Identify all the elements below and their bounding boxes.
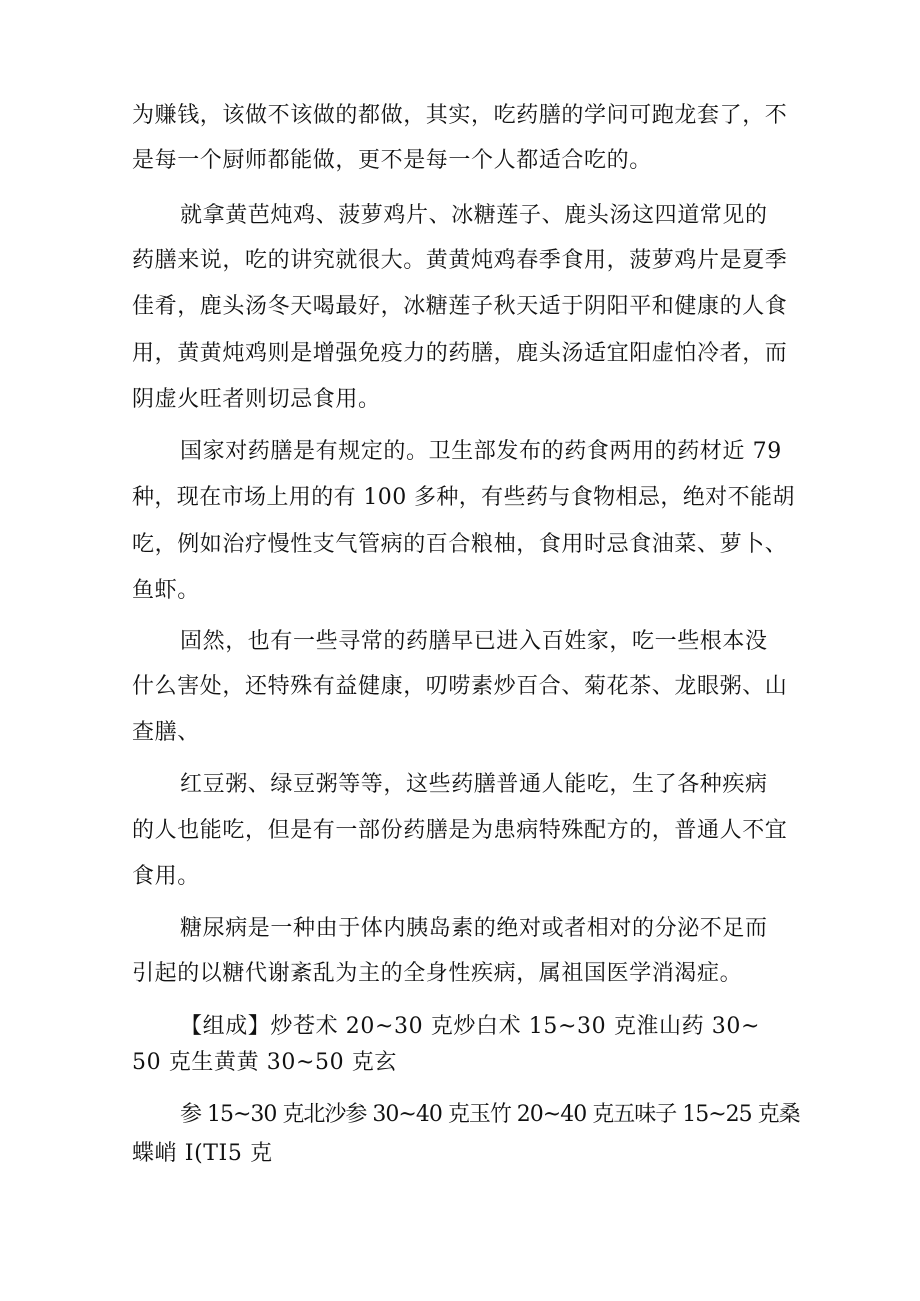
text-line: 糖尿病是一种由于体内胰岛素的绝对或者相对的分泌不足而 bbox=[180, 916, 768, 941]
text-line: 引起的以糖代谢紊乱为主的全身性疾病，属祖国医学消渴症。 bbox=[132, 961, 743, 986]
text-line: 吃，例如治疗慢性支气管病的百合粮柚，食用时忌食油菜、萝卜、 bbox=[132, 532, 788, 557]
text-line: 查膳、 bbox=[132, 720, 200, 745]
text-line: 就拿黄芭炖鸡、菠萝鸡片、冰糖莲子、鹿头汤这四道常见的 bbox=[180, 203, 768, 228]
text-line: 固然，也有一些寻常的药膳早已进入百姓家，吃一些根本没 bbox=[180, 629, 768, 654]
text-line: 佳肴，鹿头汤冬天喝最好，冰糖莲子秋天适于阴阳平和健康的人食 bbox=[132, 294, 788, 319]
text-line: 蝶峭 I(TI5 克 bbox=[132, 1141, 273, 1166]
text-line: 国家对药膳是有规定的。卫生部发布的药食两用的药材近 79 bbox=[180, 439, 782, 464]
text-line: 为赚钱，该做不该做的都做，其实，吃药膳的学问可跑龙套了，不 bbox=[132, 103, 788, 128]
text-line: 阴虚火旺者则切忌食用。 bbox=[132, 387, 381, 412]
text-line: 食用。 bbox=[132, 864, 200, 889]
text-line: 什么害处，还特殊有益健康，叨唠素炒百合、菊花茶、龙眼粥、山 bbox=[132, 674, 788, 699]
text-line: 鱼虾。 bbox=[132, 578, 200, 603]
text-line: 【组成】炒苍术 20~30 克炒白术 15~30 克淮山药 30~ bbox=[180, 1014, 761, 1039]
text-line: 药膳来说，吃的讲究就很大。黄黄炖鸡春季食用，菠萝鸡片是夏季 bbox=[132, 248, 788, 273]
text-line: 红豆粥、绿豆粥等等，这些药膳普通人能吃，生了各种疾病 bbox=[180, 772, 768, 797]
text-line: 是每一个厨师都能做，更不是每一个人都适合吃的。 bbox=[132, 148, 652, 173]
text-line: 种，现在市场上用的有 100 多种，有些药与食物相忌，绝对不能胡 bbox=[132, 485, 795, 510]
text-line: 用，黄黄炖鸡则是增强免疫力的药膳，鹿头汤适宜阳虚怕冷者，而 bbox=[132, 341, 788, 366]
text-line: 的人也能吃，但是有一部份药膳是为患病特殊配方的，普通人不宜 bbox=[132, 818, 788, 843]
text-line: 50 克生黄黄 30~50 克玄 bbox=[132, 1050, 397, 1075]
text-line: 参 15~30 克北沙参 30~40 克玉竹 20~40 克五味子 15~25 克桑 bbox=[180, 1102, 800, 1127]
